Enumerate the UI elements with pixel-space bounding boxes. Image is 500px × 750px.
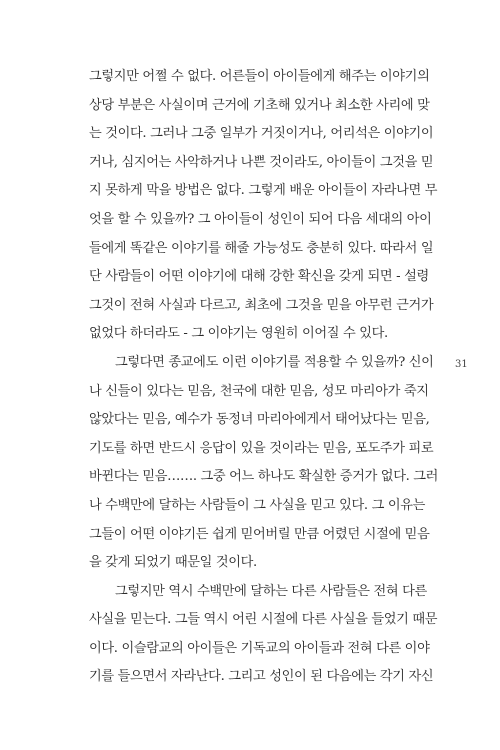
paragraph-3 (89, 578, 438, 692)
text-line: 엇을 할 수 있을까? 그 아이들이 성인이 되어 다음 세대의 아이 (89, 211, 432, 227)
page-number: 31 (455, 359, 468, 370)
text-line: 그렇지만 역시 수백만에 달하는 다른 사람들은 전혀 다른 (115, 583, 427, 599)
text-line: 그렇지만 어쩔 수 없다. 어른들이 아이들에게 해주는 이야기의 (89, 69, 430, 84)
text-line: 않았다는 믿음, 예수가 동정녀 마리아에게서 태어났다는 믿음, (89, 412, 430, 428)
page-body-text (89, 63, 439, 692)
text-line: 기도를 하면 반드시 응답이 있을 것이라는 믿음, 포도주가 피로 (89, 440, 434, 456)
text-line: 그렇다면 종교에도 이런 이야기를 적용할 수 있을까? 신이 (115, 354, 434, 370)
text-line: 바뀐다는 믿음……. 그중 어느 하나도 확실한 증거가 없다. 그러 (89, 469, 439, 485)
text-line: 기를 들으면서 자라난다. 그리고 성인이 된 다음에는 각기 자신 (89, 669, 434, 685)
text-line: 을 갖게 되었기 때문일 것이다. (89, 555, 257, 571)
text-line: 이다. 이슬람교의 아이들은 기독교의 아이들과 전혀 다른 이야 (89, 640, 430, 656)
text-line: 는 것이다. 그러나 그중 일부가 거짓이거나, 어리석은 이야기이 (89, 126, 434, 142)
text-line: 나 신들이 있다는 믿음, 천국에 대한 믿음, 성모 마리아가 죽지 (89, 383, 429, 399)
text-line: 없었다 하더라도 - 그 이야기는 영원히 이어질 수 있다. (89, 326, 388, 342)
text-line: 상당 부분은 사실이며 근거에 기초해 있거나 최소한 사리에 맞 (89, 97, 430, 113)
text-line: 지 못하게 막을 방법은 없다. 그렇게 배운 아이들이 자라나면 무 (89, 183, 438, 199)
paragraph-2 (89, 349, 439, 578)
text-line: 거나, 심지어는 사악하거나 나쁜 것이라도, 아이들이 그것을 믿 (89, 154, 434, 170)
text-line: 단 사람들이 어떤 이야기에 대해 강한 확신을 갖게 되면 - 설령 (89, 269, 429, 285)
text-line: 그것이 전혀 사실과 다르고, 최초에 그것을 믿을 아무런 근거가 (89, 297, 434, 313)
text-line: 그들이 어떤 이야기든 쉽게 믿어버릴 만큼 어렸던 시절에 믿음 (89, 526, 430, 542)
text-line: 사실을 믿는다. 그들 역시 어린 시절에 다른 사실을 들었기 때문 (89, 612, 438, 628)
text-line: 들에게 똑같은 이야기를 해줄 가능성도 충분히 있다. 따라서 일 (89, 240, 434, 256)
text-line: 나 수백만에 달하는 사람들이 그 사실을 믿고 있다. 그 이유는 (89, 497, 425, 513)
paragraph-1 (89, 63, 438, 349)
